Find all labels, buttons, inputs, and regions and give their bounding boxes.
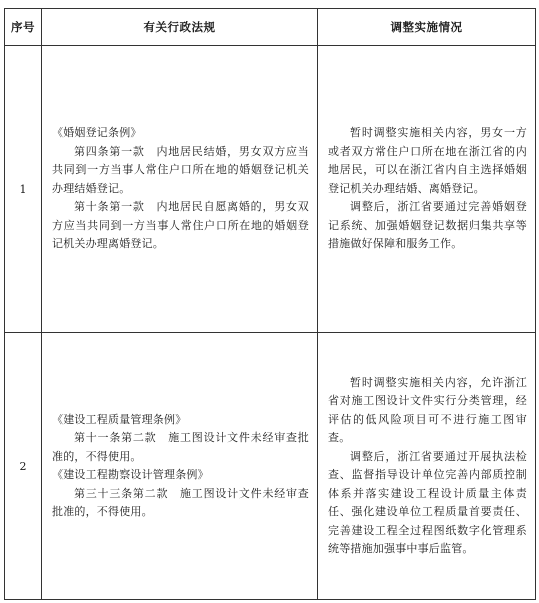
law-title: 《婚姻登记条例》 (52, 126, 142, 140)
row-seq: 1 (5, 46, 42, 333)
row-laws-cell (42, 46, 318, 333)
adjustments-content (318, 374, 535, 559)
header-seq: 序号 (5, 9, 42, 46)
table-header-row (5, 9, 536, 46)
table-row (5, 333, 536, 600)
laws-content (42, 124, 317, 254)
header-adjustments: 调整实施情况 (318, 9, 536, 46)
row-adjustments-cell (318, 46, 536, 333)
law-clause: 第十条第一款 内地居民自愿离婚的，男女双方应当共同到一方当事人常住户口所在地的婚姻登记机关办理离婚登记。 (52, 200, 309, 251)
adjustment-paragraph: 调整后，浙江省要通过完善婚姻登记系统、加强婚姻登记数据归集共享等措施做好保障和服务工作。 (328, 200, 527, 251)
table-row (5, 46, 536, 333)
law-clause: 第十一条第二款 施工图设计文件未经审查批准的，不得使用。 (52, 431, 309, 463)
law-clause: 第四条第一款 内地居民结婚，男女双方应当共同到一方当事人常住户口所在地的婚姻登记机关办理结婚登记。 (52, 144, 309, 195)
law-clause: 第三十三条第二款 施工图设计文件未经审查批准的，不得使用。 (52, 486, 309, 518)
adjustment-paragraph: 暂时调整实施相关内容，允许浙江省对施工图设计文件实行分类管理，经评估的低风险项目可不进行施工图审查。 (328, 375, 527, 444)
header-laws: 有关行政法规 (42, 9, 318, 46)
row-laws-cell (42, 333, 318, 600)
adjustments-content (318, 124, 535, 254)
row-seq: 2 (5, 333, 42, 600)
laws-content (42, 411, 317, 522)
law-title: 《建设工程勘察设计管理条例》 (52, 468, 209, 481)
regulation-table (4, 8, 536, 600)
adjustment-paragraph: 暂时调整实施相关内容，男女一方或者双方常住户口所在地在浙江省的内地居民，可以在浙江省内自主选择婚姻登记机关办理结婚、离婚登记。 (328, 126, 527, 195)
row-adjustments-cell (318, 333, 536, 600)
adjustment-paragraph: 调整后，浙江省要通过开展执法检查、监督指导设计单位完善内部质控制体系并落实建设工程设计质量主体责任、强化建设单位工程质量首要责任、完善建设工程全过程图纸数字化管理系统等措施加强事中事后监管。 (328, 449, 527, 555)
law-title: 《建设工程质量管理条例》 (52, 412, 187, 426)
